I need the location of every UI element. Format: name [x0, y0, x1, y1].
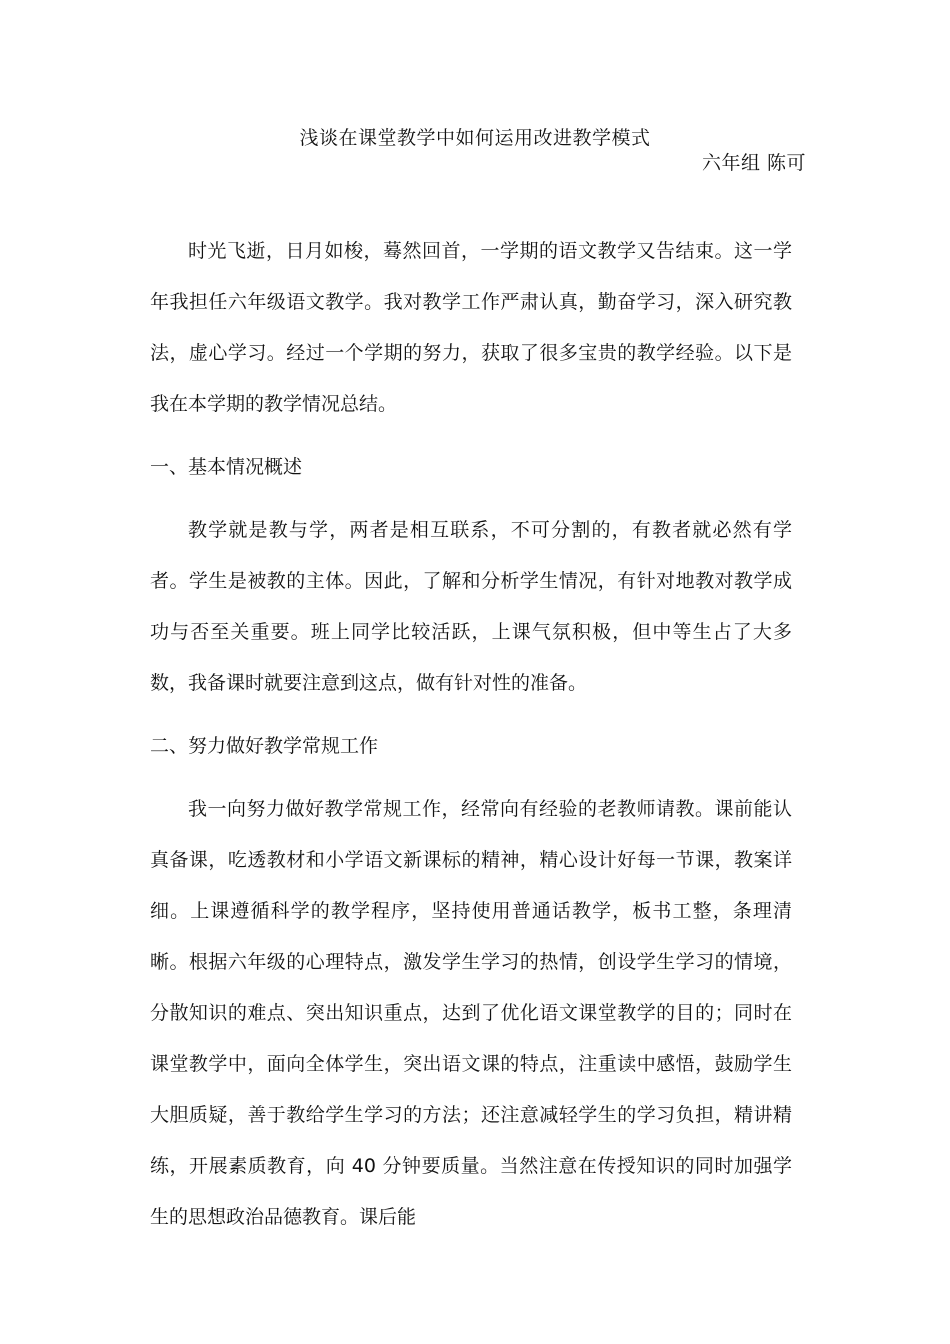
paragraph-intro: 时光飞逝，日月如梭，蓦然回首，一学期的语文教学又告结束。这一学年我担任六年级语文教学。我对教学工作严肃认真，勤奋学习，深入研究教法，虚心学习。经过一个学期的努力，获取了很多宝贵的教学经验。以下是我在本学期的教学情况总结。 [150, 240, 792, 415]
section-heading-2: 二、努力做好教学常规工作 [150, 735, 379, 757]
paragraph-section-1: 教学就是教与学，两者是相互联系，不可分割的，有教者就必然有学者。学生是被教的主体。因此，了解和分析学生情况，有针对地教对教学成功与否至关重要。班上同学比较活跃，上课气氛积极，但中等生占了大多数，我备课时就要注意到这点，做有针对性的准备。 [150, 519, 792, 694]
document-title: 浅谈在课堂教学中如何运用改进教学模式 [299, 127, 651, 149]
section-heading-1: 一、基本情况概述 [150, 456, 303, 478]
paragraph-section-2: 我一向努力做好教学常规工作，经常向有经验的老教师请教。课前能认真备课，吃透教材和小学语文新课标的精神，精心设计好每一节课，教案详细。上课遵循科学的教学程序，坚持使用普通话教学，板书工整，条理清晰。根据六年级的心理特点，激发学生学习的热情，创设学生学习的情境，分散知识的难点、突出知识重点，达到了优化语文课堂教学的目的；同时在课堂教学中，面向全体学生，突出语文课的特点，注重读中感悟，鼓励学生大胆质疑，善于教给学生学习的方法；还注意减轻学生的学习负担，精讲精练，开展素质教育，向 40 分钟要质量。当然注意在传授知识的同时加强学生的思想政治品德教育。课后能 [150, 798, 792, 1228]
document-body [150, 226, 792, 1255]
document-author: 六年组 陈可 [701, 152, 806, 174]
